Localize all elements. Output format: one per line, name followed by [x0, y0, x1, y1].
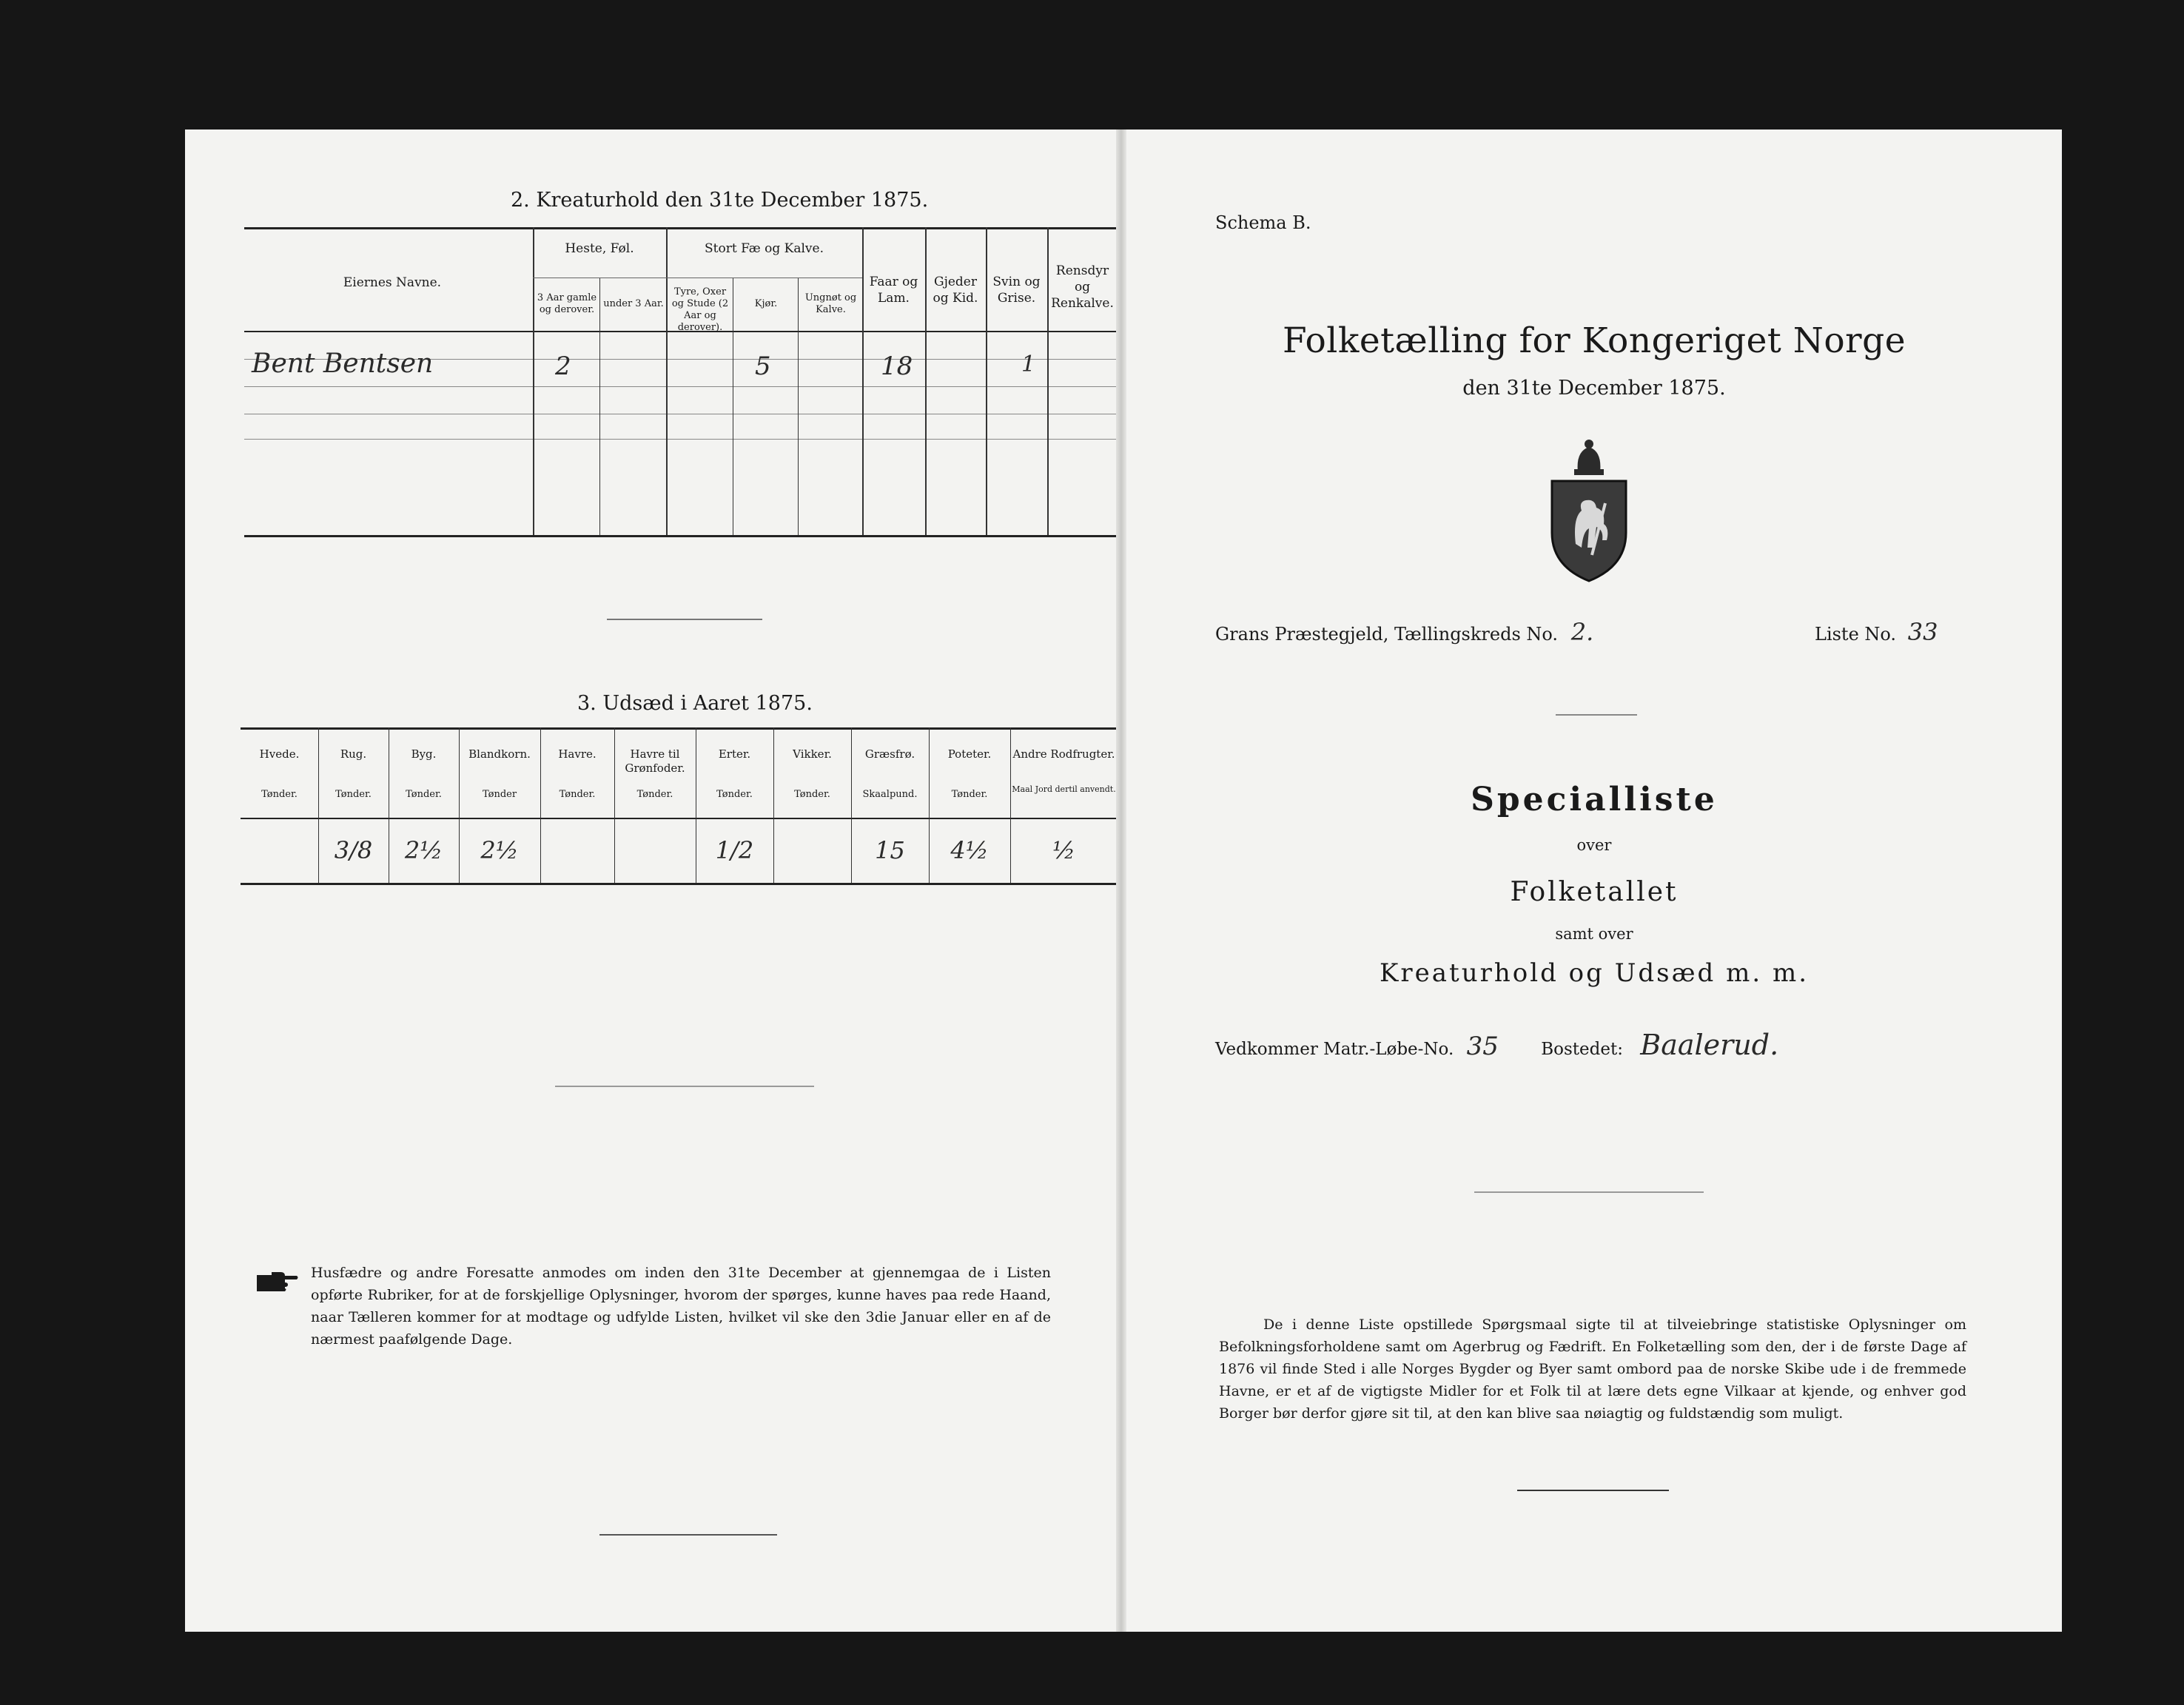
- kreds-no: 2.: [1570, 618, 1594, 646]
- section3-col-unit: Tønder.: [261, 789, 298, 800]
- section3-title: 3. Udsæd i Aaret 1875.: [577, 692, 813, 715]
- matr-line: [1215, 1029, 1778, 1061]
- parish-line: [1215, 618, 1593, 646]
- over-text: over: [1576, 836, 1612, 854]
- pigs-value: 1: [1021, 352, 1036, 377]
- main-title: Folketælling for Kongeriget Norge: [1282, 320, 1906, 361]
- col-cattle-a: Tyre, Oxer og Stude (2 Aar og derover).: [671, 286, 729, 333]
- col-goats: Gjeder og Kid.: [933, 275, 978, 306]
- section3-col-unit: Skaalpund.: [862, 789, 918, 800]
- pointing-hand-icon: [255, 1269, 300, 1294]
- section3-col-header: Havre til Grønfoder.: [625, 747, 685, 775]
- liste-label: Liste No.: [1815, 624, 1897, 645]
- right-page: [1126, 130, 2062, 1632]
- liste-no: 33: [1907, 618, 1938, 646]
- col-horses-b: under 3 Aar.: [603, 298, 664, 309]
- section3-col-header: Byg.: [411, 747, 437, 761]
- section3-cell-value: 2½: [404, 836, 443, 864]
- section3-col-unit: Maal Jord dertil anvendt.: [1012, 784, 1116, 794]
- section3-col-header: Græsfrø.: [864, 747, 915, 761]
- section3-col-unit: Tønder.: [335, 789, 372, 800]
- cows-value: 5: [755, 352, 771, 381]
- section3-col-divider: [773, 727, 774, 883]
- section3-cell-value: 15: [875, 836, 905, 864]
- col-owner: Eiernes Navne.: [343, 275, 442, 290]
- section3-col-unit: Tønder.: [951, 789, 988, 800]
- owner-name: Bent Bentsen: [252, 349, 434, 379]
- section3-cell-value: ½: [1052, 836, 1075, 864]
- col-pigs: Svin og Grise.: [992, 275, 1041, 306]
- section3-col-header: Hvede.: [259, 747, 300, 761]
- section3-col-divider: [540, 727, 541, 883]
- section3-col-unit: Tønder.: [794, 789, 830, 800]
- section3-col-header: Erter.: [718, 747, 751, 761]
- section3-col-header: Blandkorn.: [468, 747, 531, 761]
- section3-col-unit: Tønder.: [406, 789, 442, 800]
- schema-label: Schema B.: [1215, 212, 1311, 233]
- section3-col-divider: [614, 727, 615, 883]
- col-sheep: Faar og Lam.: [869, 275, 918, 306]
- section3-col-header: Vikker.: [793, 747, 832, 761]
- section3-col-unit: Tønder.: [716, 789, 753, 800]
- liste-line: [1815, 618, 1938, 646]
- parish-label: Grans Præstegjeld, Tællingskreds No.: [1215, 624, 1559, 645]
- norwegian-coat-of-arms-icon: [1537, 437, 1641, 585]
- col-cattle-c: Ungnøt og Kalve.: [804, 292, 857, 315]
- section3-cell-value: 1/2: [715, 836, 754, 864]
- section3-col-header: Havre.: [558, 747, 597, 761]
- col-horses-a: 3 Aar gamle og derover.: [537, 292, 597, 315]
- section3-col-header: Andre Rodfrugter.: [1012, 747, 1115, 761]
- matr-label: Vedkommer Matr.-Løbe-No.: [1215, 1040, 1454, 1059]
- sheep-value: 18: [881, 352, 913, 381]
- footer-text: De i denne Liste opstillede Spørgsmaal sigte til at tilveiebringe statistiske Oplysninger om Befolkningsforholdene samt om Agerbrug og Fædrift. En Folketælling som den, der i de første Dage af 1876 vil finde Sted i alle Norges Bygder og Byer samt ombord paa de norske Skibe ude i de fremmede Havne, er et af de vigtigste Midler for et Folk til at lære dets egne Vilkaar at kjende, og enhver god Borger bør derfor gjøre sit til, at den kan blive saa nøiagtig og fuldstændig som muligt.: [1219, 1316, 1966, 1422]
- census-date: den 31te December 1875.: [1462, 377, 1726, 400]
- census-sheet: [185, 130, 2062, 1632]
- section3-cell-value: 2½: [480, 836, 519, 864]
- bosted-value: Baalerud.: [1640, 1029, 1779, 1061]
- samt-over-text: samt over: [1555, 925, 1633, 943]
- section3-col-header: Poteter.: [947, 747, 992, 761]
- specialliste-heading: Specialliste: [1471, 781, 1718, 818]
- col-reindeer: Rensdyr og Renkalve.: [1051, 263, 1114, 311]
- section3-cell-value: 4½: [950, 836, 989, 864]
- section3-col-unit: Tønder: [482, 789, 517, 800]
- kreaturhold-heading: Kreaturhold og Udsæd m. m.: [1379, 958, 1809, 988]
- col-cattle-b: Kjør.: [754, 298, 778, 309]
- col-cattle: Stort Fæ og Kalve.: [705, 241, 824, 256]
- section3-col-unit: Tønder.: [559, 789, 596, 800]
- section3-cell-value: 3/8: [334, 836, 373, 864]
- col-horses: Heste, Føl.: [565, 241, 634, 256]
- matr-no: 35: [1466, 1032, 1499, 1061]
- left-page: [185, 130, 1118, 1632]
- section2-title: 2. Kreaturhold den 31te December 1875.: [511, 189, 929, 212]
- notice-text: Husfædre og andre Foresatte anmodes om inden den 31te December at gjennemgaa de i Listen opførte Rubriker, for at de forskjellige Oplysninger, hvorom der spørges, kunne haves paa rede Haand, naar Tælleren kommer for at modtage og udfylde Listen, hvilket vil ske den 3die Januar eller en af de nærmest paafølgende Dage.: [311, 1265, 1051, 1348]
- section3-col-header: Rug.: [340, 747, 367, 761]
- bosted-label: Bostedet:: [1541, 1040, 1623, 1059]
- page-fold: [1116, 130, 1126, 1632]
- folketallet-heading: Folketallet: [1510, 877, 1679, 907]
- section3-col-unit: Tønder.: [636, 789, 673, 800]
- horses-a-value: 2: [555, 352, 571, 381]
